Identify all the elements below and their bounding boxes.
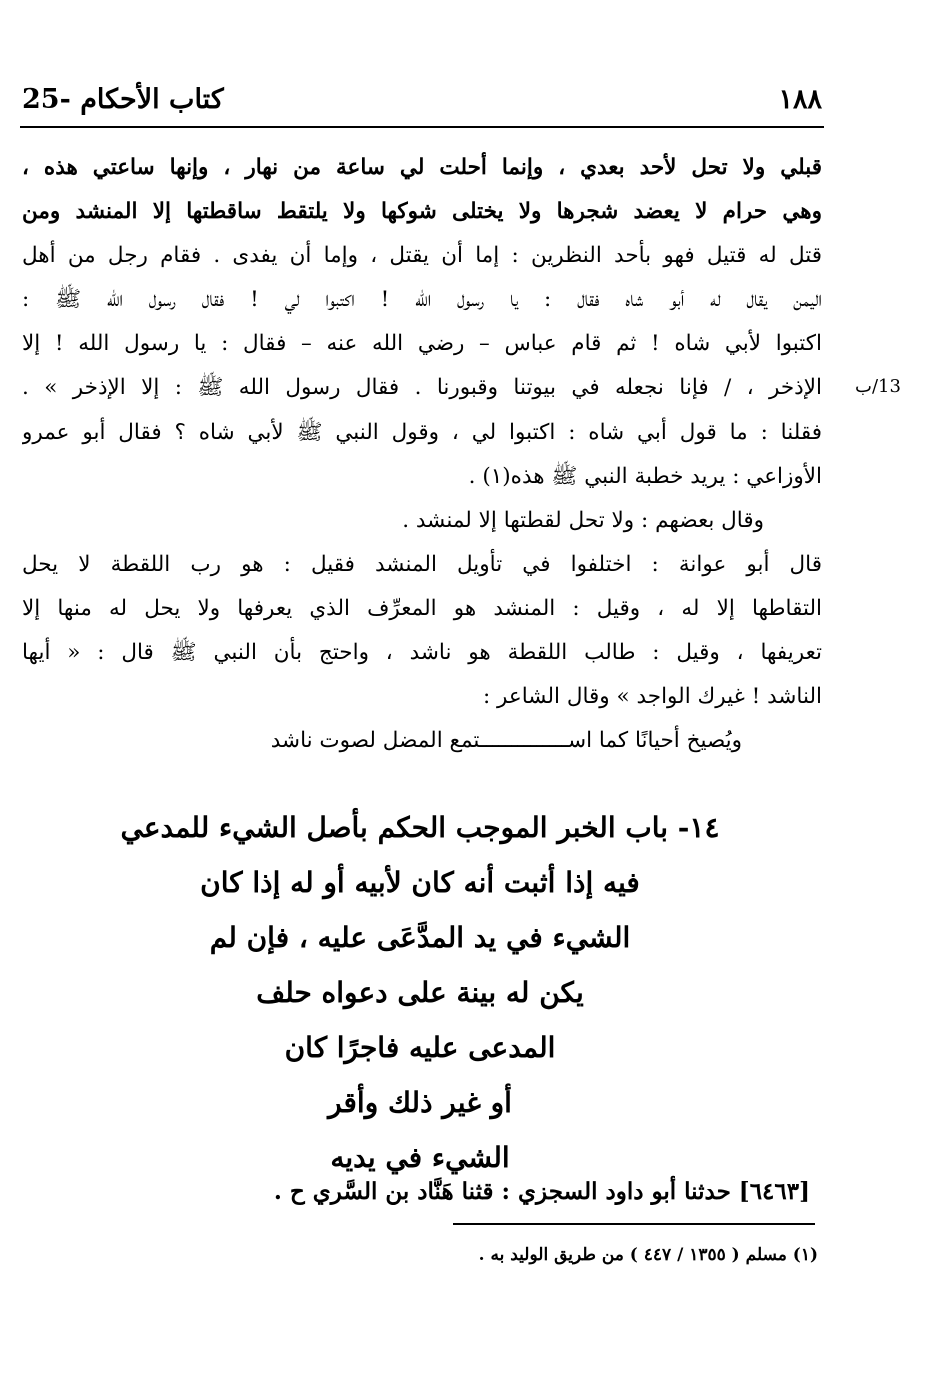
- heading-line: أو غير ذلك وأقر: [328, 1086, 512, 1119]
- heading-line: يكن له بينة على دعواه حلف: [256, 976, 584, 1009]
- text-line: وقال بعضهم : ولا تحل لقطتها إلا لمنشد .: [402, 507, 764, 533]
- text-line: اليمن يقال له أبو شاه فقال : يا رسول الله ! اكتبوا لي ! فقال رسول الله ﷺ :: [22, 287, 822, 313]
- text-line: قتل له قتيل فهو بأحد النظرين : إما أن يقتل ، وإما أن يفدى . فقام رجل من أهل: [22, 243, 822, 269]
- main-text: [22, 146, 822, 763]
- heading-line: الشيء في يد المدَّعَى عليه ، فإن لم: [209, 921, 631, 954]
- heading-line: ١٤- باب الخبر الموجب الحكم بأصل الشيء للمدعي: [120, 811, 720, 844]
- page-header: [22, 74, 822, 124]
- text-line: تعريفها ، وقيل : طالب اللقطة هو ناشد ، واحتج بأن النبي ﷺ قال : « أيها: [22, 640, 822, 666]
- heading-line: المدعى عليه فاجرًا كان: [284, 1031, 556, 1064]
- text-line: اكتبوا لأبي شاه ! ثم قام عباس – رضي الله عنه – فقال : يا رسول الله ! إلا: [22, 331, 822, 357]
- chapter-title: 25- كتاب الأحكام: [22, 83, 224, 115]
- heading-line: فيه إذا أثبت أنه كان لأبيه أو له إذا كان: [200, 866, 640, 899]
- chapter-heading: [80, 800, 760, 1185]
- text-line: التقاطها إلا له ، وقيل : المنشد هو المعرِّف الذي يعرفها ولا يحل له منها إلا: [22, 595, 822, 621]
- text-line: قال أبو عوانة : اختلفوا في تأويل المنشد فقيل : هو رب اللقطة لا يحل: [22, 551, 822, 577]
- header-rule: [20, 126, 824, 128]
- text-line: وهي حرام لا يعضد شجرها ولا يختلى شوكها ولا يلتقط ساقطتها إلا المنشد ومن: [22, 199, 822, 225]
- footnote: (١) مسلم ( ١٣٥٥ / ٤٤٧ ) من طريق الوليد به .: [478, 1245, 818, 1265]
- text-line: الإذخر ، / فإنا نجعله في بيوتنا وقبورنا . فقال رسول الله ﷺ : إلا الإذخر » .: [22, 375, 822, 401]
- page-number: ١٨٨: [778, 83, 822, 115]
- text-line: الأوزاعي : يريد خطبة النبي ﷺ هذه(١) .: [468, 463, 822, 489]
- text-line: الناشد ! غيرك الواجد » وقال الشاعر :: [482, 684, 822, 710]
- text-line: قبلي ولا تحل لأحد بعدي ، وإنما أحلت لي ساعة من نهار ، وإنها ساعتي هذه ،: [22, 155, 822, 180]
- footnote-rule: [453, 1223, 815, 1225]
- heading-line: الشيء في يديه: [330, 1141, 510, 1174]
- poetry-verse: ويُصيخ أحيانًا كما اســــــــــــــتمع المضل لصوت ناشد: [270, 728, 742, 754]
- text-line: فقلنا : ما قول أبي شاه : اكتبوا لي ، وقول النبي ﷺ لأبي شاه ؟ فقال أبو عمرو: [22, 419, 822, 445]
- hadith-line: [٦٤٦٣] حدثنا أبو داود السجزي : قثنا هَنَّاد بن السَّري ح .: [273, 1178, 810, 1205]
- manuscript-folio-note: 13/ب: [855, 376, 901, 397]
